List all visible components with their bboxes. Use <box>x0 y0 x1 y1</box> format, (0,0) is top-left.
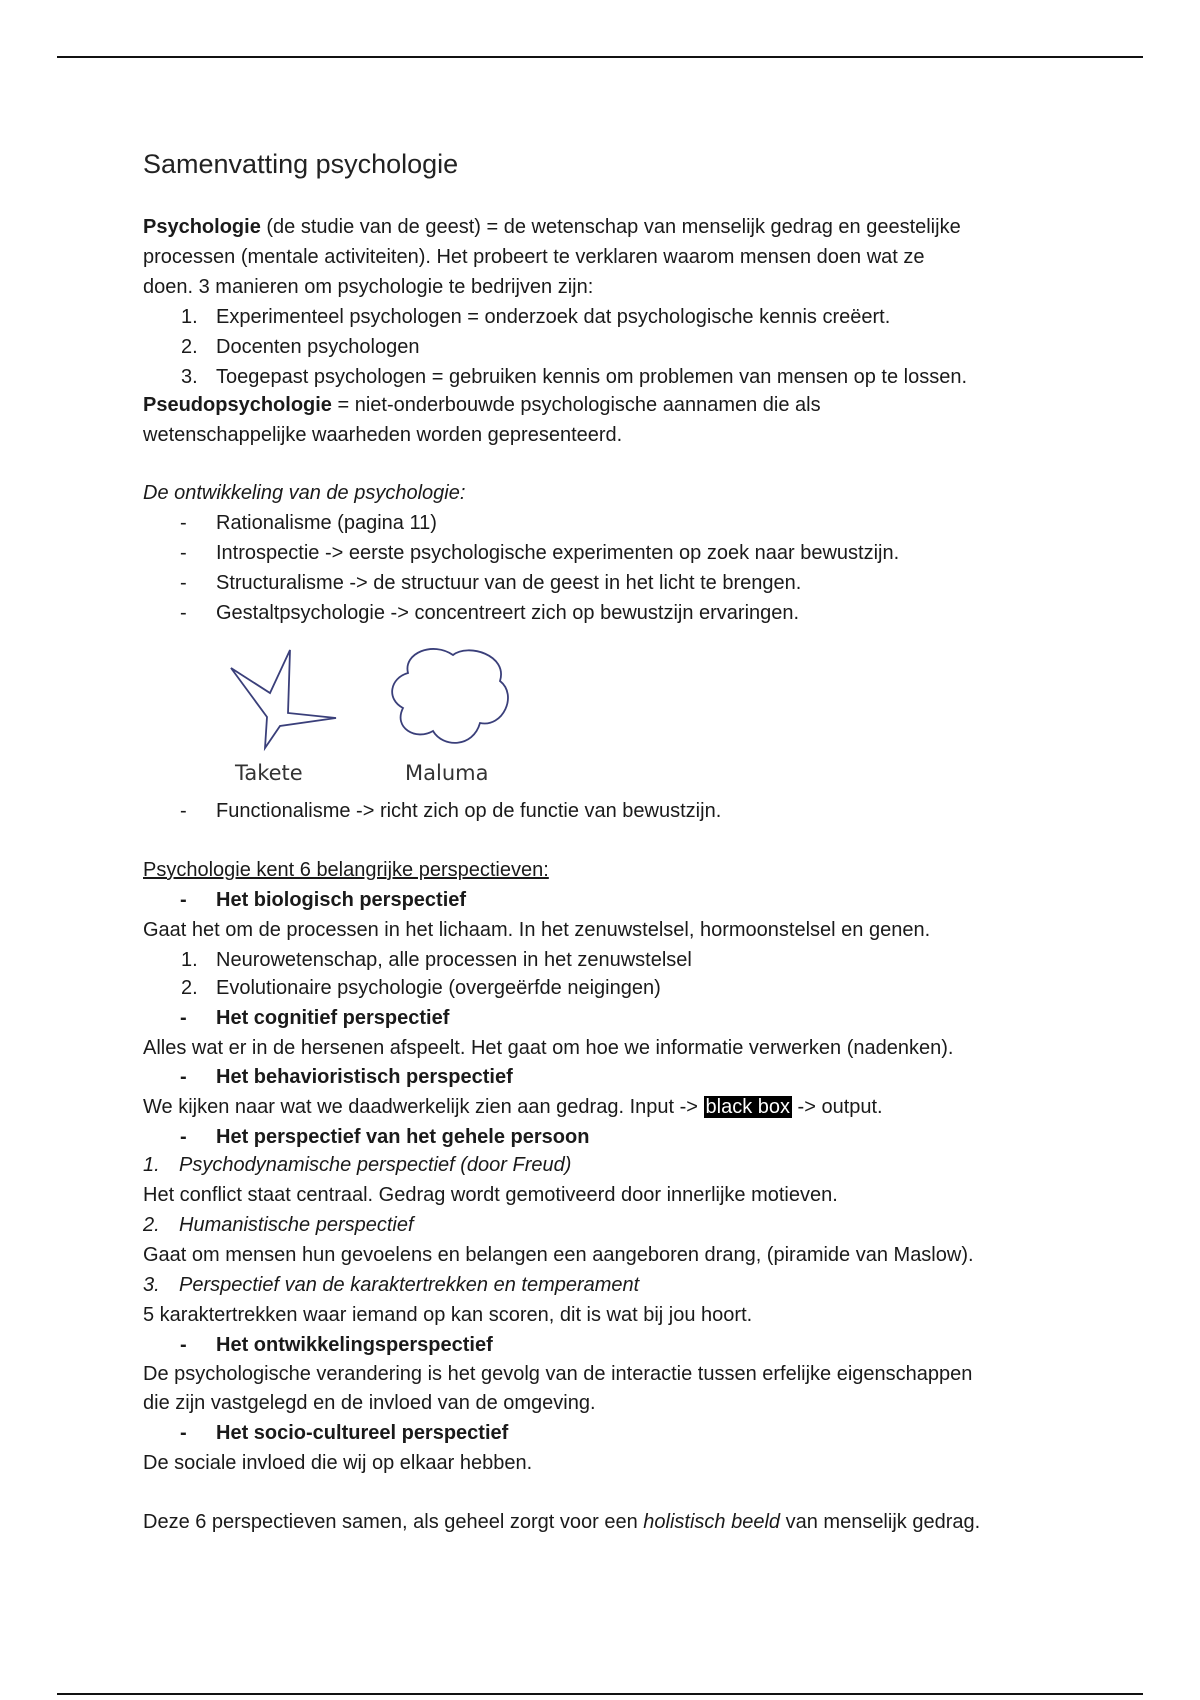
intro-line-3: doen. 3 manieren om psychologie te bedrijven zijn: <box>143 276 594 298</box>
bullet-item <box>180 601 800 625</box>
takete-label: Takete <box>235 761 303 785</box>
bullet-marker: - <box>180 572 187 594</box>
bottom-rule <box>57 1693 1143 1695</box>
list-number: 1. <box>181 306 198 328</box>
bullet-marker: - <box>180 1422 187 1444</box>
perspective-title <box>180 1065 513 1089</box>
perspective-description: Alles wat er in de hersenen afspeelt. Het gaat om hoe we informatie verwerken (nadenken). <box>143 1037 954 1059</box>
maluma-cloud-shape <box>392 649 508 743</box>
bullet-text: Functionalisme -> richt zich op de functie van bewustzijn. <box>216 800 722 822</box>
maluma-label: Maluma <box>405 761 489 785</box>
list-item <box>181 948 692 972</box>
perspective-title-text: Het behavioristisch perspectief <box>216 1066 513 1088</box>
bullet-marker: - <box>180 800 187 822</box>
perspective-description <box>143 1095 883 1119</box>
pseudo-text: = niet-onderbouwde psychologische aannamen die als <box>331 394 821 416</box>
list-text: Docenten psychologen <box>216 336 420 358</box>
list-text: Experimenteel psychologen = onderzoek dat psychologische kennis creëert. <box>216 306 891 328</box>
sub-title-text: Humanistische perspectief <box>179 1214 414 1236</box>
bullet-marker: - <box>180 602 187 624</box>
intro-text: (de studie van de geest) = de wetenschap van menselijk gedrag en geestelijke <box>260 216 961 238</box>
description-text: We kijken naar wat we daadwerkelijk zien aan gedrag. Input -> <box>143 1096 704 1118</box>
bullet-text: Gestaltpsychologie -> concentreert zich op bewustzijn ervaringen. <box>216 602 800 624</box>
bullet-text: Structuralisme -> de structuur van de geest in het licht te brengen. <box>216 572 802 594</box>
list-item <box>181 305 891 329</box>
perspective-title <box>180 888 467 912</box>
perspective-title-text: Het biologisch perspectief <box>216 889 467 911</box>
conclusion-text: van menselijk gedrag. <box>780 1511 981 1533</box>
perspective-title <box>180 1421 509 1445</box>
perspective-description: Gaat het om de processen in het lichaam. In het zenuwstelsel, hormoonstelsel en genen. <box>143 919 931 941</box>
bullet-text: Rationalisme (pagina 11) <box>216 512 437 534</box>
intro-line-2: processen (mentale activiteiten). Het probeert te verklaren waarom mensen doen wat ze <box>143 246 925 268</box>
list-number: 1. <box>181 949 198 971</box>
list-number: 3. <box>143 1274 160 1296</box>
bullet-marker: - <box>180 542 187 564</box>
term-psychologie: Psychologie <box>143 216 261 238</box>
perspective-title-text: Het socio-cultureel perspectief <box>216 1422 509 1444</box>
conclusion-text: Deze 6 perspectieven samen, als geheel zorgt voor een <box>143 1511 644 1533</box>
list-number: 1. <box>143 1154 160 1176</box>
sub-perspective-title <box>143 1213 414 1237</box>
takete-star-shape <box>231 650 336 748</box>
perspective-description: die zijn vastgelegd en de invloed van de omgeving. <box>143 1392 596 1414</box>
conclusion <box>143 1510 980 1534</box>
bullet-marker: - <box>180 512 187 534</box>
sub-title-text: Psychodynamische perspectief (door Freud) <box>179 1154 572 1176</box>
bullet-marker: - <box>180 1334 187 1356</box>
sub-perspective-title <box>143 1153 572 1177</box>
perspective-description: 5 karaktertrekken waar iemand op kan scoren, dit is wat bij jou hoort. <box>143 1304 753 1326</box>
pseudo-line-2: wetenschappelijke waarheden worden gepresenteerd. <box>143 424 623 446</box>
list-text: Neurowetenschap, alle processen in het zenuwstelsel <box>216 949 692 971</box>
list-item <box>181 335 420 359</box>
bullet-item <box>180 541 900 565</box>
perspective-title <box>180 1006 450 1030</box>
perspective-title <box>180 1333 493 1357</box>
top-rule <box>57 56 1143 58</box>
bullet-item <box>180 799 722 823</box>
highlighted-text: black box <box>705 1096 790 1118</box>
perspective-description: Gaat om mensen hun gevoelens en belangen een aangeboren drang, (piramide van Maslow). <box>143 1244 974 1266</box>
pseudo-line-1 <box>143 393 821 417</box>
intro-line-1 <box>143 215 961 239</box>
perspective-description: De sociale invloed die wij op elkaar hebben. <box>143 1452 533 1474</box>
perspective-title-text: Het perspectief van het gehele persoon <box>216 1126 590 1148</box>
list-number: 2. <box>143 1214 160 1236</box>
bullet-item <box>180 571 802 595</box>
bullet-marker: - <box>180 1066 187 1088</box>
list-text: Toegepast psychologen = gebruiken kennis om problemen van mensen op te lossen. <box>216 366 968 388</box>
description-text: -> output. <box>792 1096 883 1118</box>
perspective-description: Het conflict staat centraal. Gedrag wordt gemotiveerd door innerlijke motieven. <box>143 1184 838 1206</box>
bullet-item <box>180 511 437 535</box>
sub-perspective-title <box>143 1273 640 1297</box>
list-number: 2. <box>181 336 198 358</box>
bullet-marker: - <box>180 1126 187 1148</box>
list-number: 2. <box>181 977 198 999</box>
bullet-marker: - <box>180 1007 187 1029</box>
sub-title-text: Perspectief van de karaktertrekken en temperament <box>179 1274 640 1296</box>
list-text: Evolutionaire psychologie (overgeërfde neigingen) <box>216 977 661 999</box>
perspectives-heading: Psychologie kent 6 belangrijke perspectieven: <box>143 859 549 881</box>
page-title: Samenvatting psychologie <box>143 149 459 179</box>
perspective-title-text: Het ontwikkelingsperspectief <box>216 1334 493 1356</box>
conclusion-emphasis: holistisch beeld <box>643 1511 781 1533</box>
list-number: 3. <box>181 366 198 388</box>
bullet-text: Introspectie -> eerste psychologische experimenten op zoek naar bewustzijn. <box>216 542 900 564</box>
term-pseudopsychologie: Pseudopsychologie <box>143 394 332 416</box>
takete-maluma-figure <box>218 633 518 793</box>
perspective-description: De psychologische verandering is het gevolg van de interactie tussen erfelijke eigenschappen <box>143 1363 973 1385</box>
bullet-marker: - <box>180 889 187 911</box>
shapes-illustration <box>218 633 518 763</box>
list-item <box>181 365 968 389</box>
perspective-title <box>180 1125 590 1149</box>
list-item <box>181 976 661 1000</box>
development-heading: De ontwikkeling van de psychologie: <box>143 482 466 504</box>
perspective-title-text: Het cognitief perspectief <box>216 1007 450 1029</box>
